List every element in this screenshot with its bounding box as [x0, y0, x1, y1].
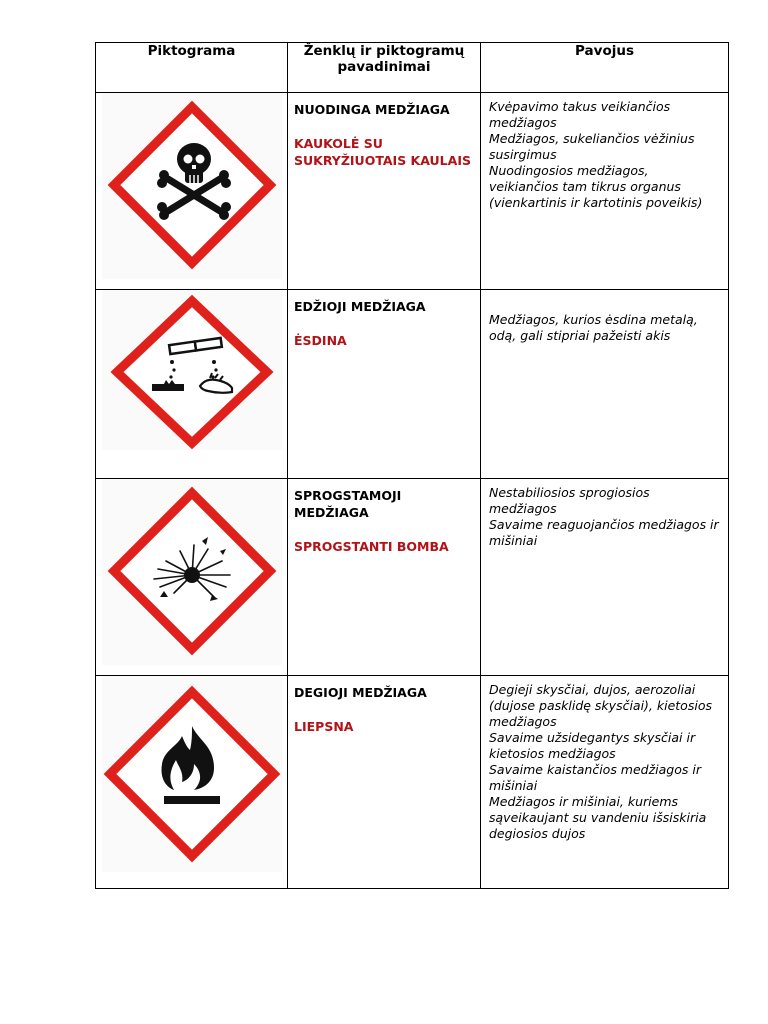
header-names: Ženklų ir piktogramų pavadinimai	[288, 43, 481, 93]
danger-cell	[481, 93, 729, 290]
table-row	[96, 290, 729, 479]
hazard-name: EDŽIOJI MEDŽIAGA	[294, 299, 426, 314]
danger-cell	[481, 290, 729, 479]
danger-line: Medžiagos, sukeliančios vėžinius susirgimus	[489, 131, 695, 162]
pictogram-cell	[96, 290, 288, 479]
danger-line: Nuodingosios medžiagos, veikiančios tam tikrus organus (vienkartinis ir kartotinis poveikis)	[489, 163, 703, 210]
danger-cell	[481, 479, 729, 676]
danger-line: Savaime užsidegantys skysčiai ir kietosios medžiagos	[489, 730, 696, 761]
corrosion-icon	[102, 290, 282, 450]
danger-line: Kvėpavimo takus veikiančios medžiagos	[489, 99, 671, 130]
header-danger: Pavojus	[481, 43, 729, 93]
pictogram-cell	[96, 93, 288, 290]
danger-line: Medžiagos ir mišiniai, kuriems sąveikaujant su vandeniu išsiskiria degiosios dujos	[489, 794, 707, 841]
pictogram-name: LIEPSNA	[294, 719, 354, 734]
table-row	[96, 676, 729, 889]
danger-line: Savaime reaguojančios medžiagos ir mišiniai	[489, 517, 719, 548]
pictogram-cell	[96, 479, 288, 676]
pictogram-cell	[96, 676, 288, 889]
skull-crossbones-icon	[102, 93, 282, 279]
name-cell	[288, 290, 481, 479]
hazard-name: NUODINGA MEDŽIAGA	[294, 102, 450, 117]
name-cell	[288, 676, 481, 889]
header-pictogram: Piktograma	[96, 43, 288, 93]
pictogram-name: ĖSDINA	[294, 333, 347, 348]
danger-line: Degieji skysčiai, dujos, aerozoliai (dujose pasklidę skysčiai), kietosios medžiagos	[489, 682, 712, 729]
table-row	[96, 479, 729, 676]
exploding-bomb-icon	[102, 479, 282, 665]
danger-cell	[481, 676, 729, 889]
name-cell	[288, 93, 481, 290]
flame-icon	[102, 676, 282, 872]
pictogram-name: KAUKOLĖ SU SUKRYŽIUOTAIS KAULAIS	[294, 136, 471, 168]
pictogram-name: SPROGSTANTI BOMBA	[294, 539, 449, 554]
hazard-table	[95, 42, 729, 889]
hazard-name: DEGIOJI MEDŽIAGA	[294, 685, 427, 700]
danger-line: Medžiagos, kurios ėsdina metalą, odą, gali stipriai pažeisti akis	[489, 312, 698, 343]
name-cell	[288, 479, 481, 676]
danger-line: Nestabiliosios sprogiosios medžiagos	[489, 485, 650, 516]
header-row	[96, 43, 729, 93]
table-row	[96, 93, 729, 290]
danger-line: Savaime kaistančios medžiagos ir mišiniai	[489, 762, 701, 793]
hazard-name: SPROGSTAMOJI MEDŽIAGA	[294, 488, 402, 520]
